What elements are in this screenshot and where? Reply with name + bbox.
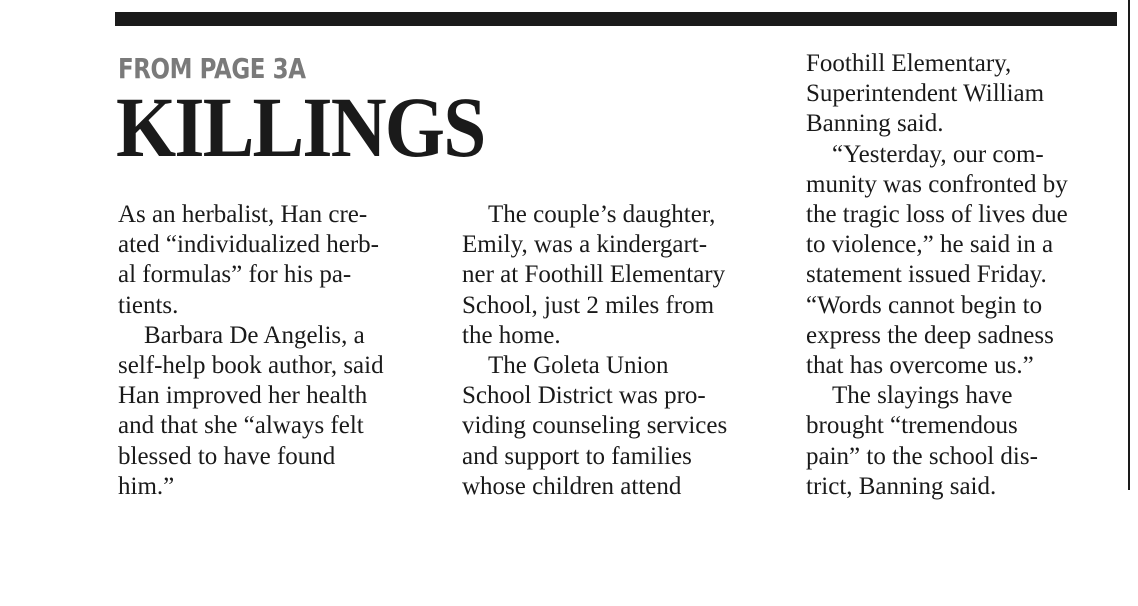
text-line: Foothill Elementary, xyxy=(806,50,1012,77)
text-line: al formulas” for his pa- xyxy=(118,261,352,289)
text-line: ner at Foothill Elementary xyxy=(462,261,726,289)
text-line: Superintendent William xyxy=(806,80,1045,108)
text-line: The slayings have xyxy=(832,382,1013,410)
text-line: statement issued Friday. xyxy=(806,261,1047,289)
article-column-2 xyxy=(462,200,792,502)
text-line: viding counseling services xyxy=(462,412,728,440)
text-line: blessed to have found xyxy=(118,442,336,470)
text-line: pain” to the school dis- xyxy=(806,442,1038,470)
text-line: Banning said. xyxy=(806,110,944,138)
text-line: trict, Banning said. xyxy=(806,472,997,500)
headline: KILLINGS xyxy=(116,79,485,175)
article-column-3 xyxy=(806,49,1126,502)
text-line: Barbara De Angelis, a xyxy=(144,321,365,349)
jump-kicker: FROM PAGE 3A xyxy=(118,52,306,85)
text-line: School, just 2 miles from xyxy=(462,291,715,319)
text-line: School District was pro- xyxy=(462,382,706,410)
text-line: him.” xyxy=(118,472,175,500)
text-line: The couple’s daughter, xyxy=(488,201,716,228)
text-line: ated “individualized herb- xyxy=(118,231,379,259)
text-line: the tragic loss of lives due xyxy=(806,201,1068,229)
column-rule xyxy=(1128,0,1130,490)
text-line: tients. xyxy=(118,291,179,319)
text-line: self-help book author, said xyxy=(118,352,384,380)
text-line: As an herbalist, Han cre- xyxy=(118,201,368,228)
text-line: whose children attend xyxy=(462,472,682,500)
top-rule xyxy=(115,12,1117,26)
text-line: and that she “always felt xyxy=(118,412,364,440)
text-line: the home. xyxy=(462,321,561,349)
text-line: munity was confronted by xyxy=(806,170,1068,198)
text-line: to violence,” he said in a xyxy=(806,231,1054,259)
text-line: “Words cannot begin to xyxy=(806,291,1043,319)
text-line: that has overcome us.” xyxy=(806,352,1034,380)
article-column-1 xyxy=(118,200,448,502)
text-line: express the deep sadness xyxy=(806,321,1054,349)
text-line: The Goleta Union xyxy=(488,352,669,380)
text-line: Emily, was a kindergart- xyxy=(462,231,708,259)
text-line: Han improved her health xyxy=(118,382,368,410)
text-line: and support to families xyxy=(462,442,692,470)
text-line: brought “tremendous xyxy=(806,412,1018,440)
text-line: “Yesterday, our com- xyxy=(832,140,1044,168)
